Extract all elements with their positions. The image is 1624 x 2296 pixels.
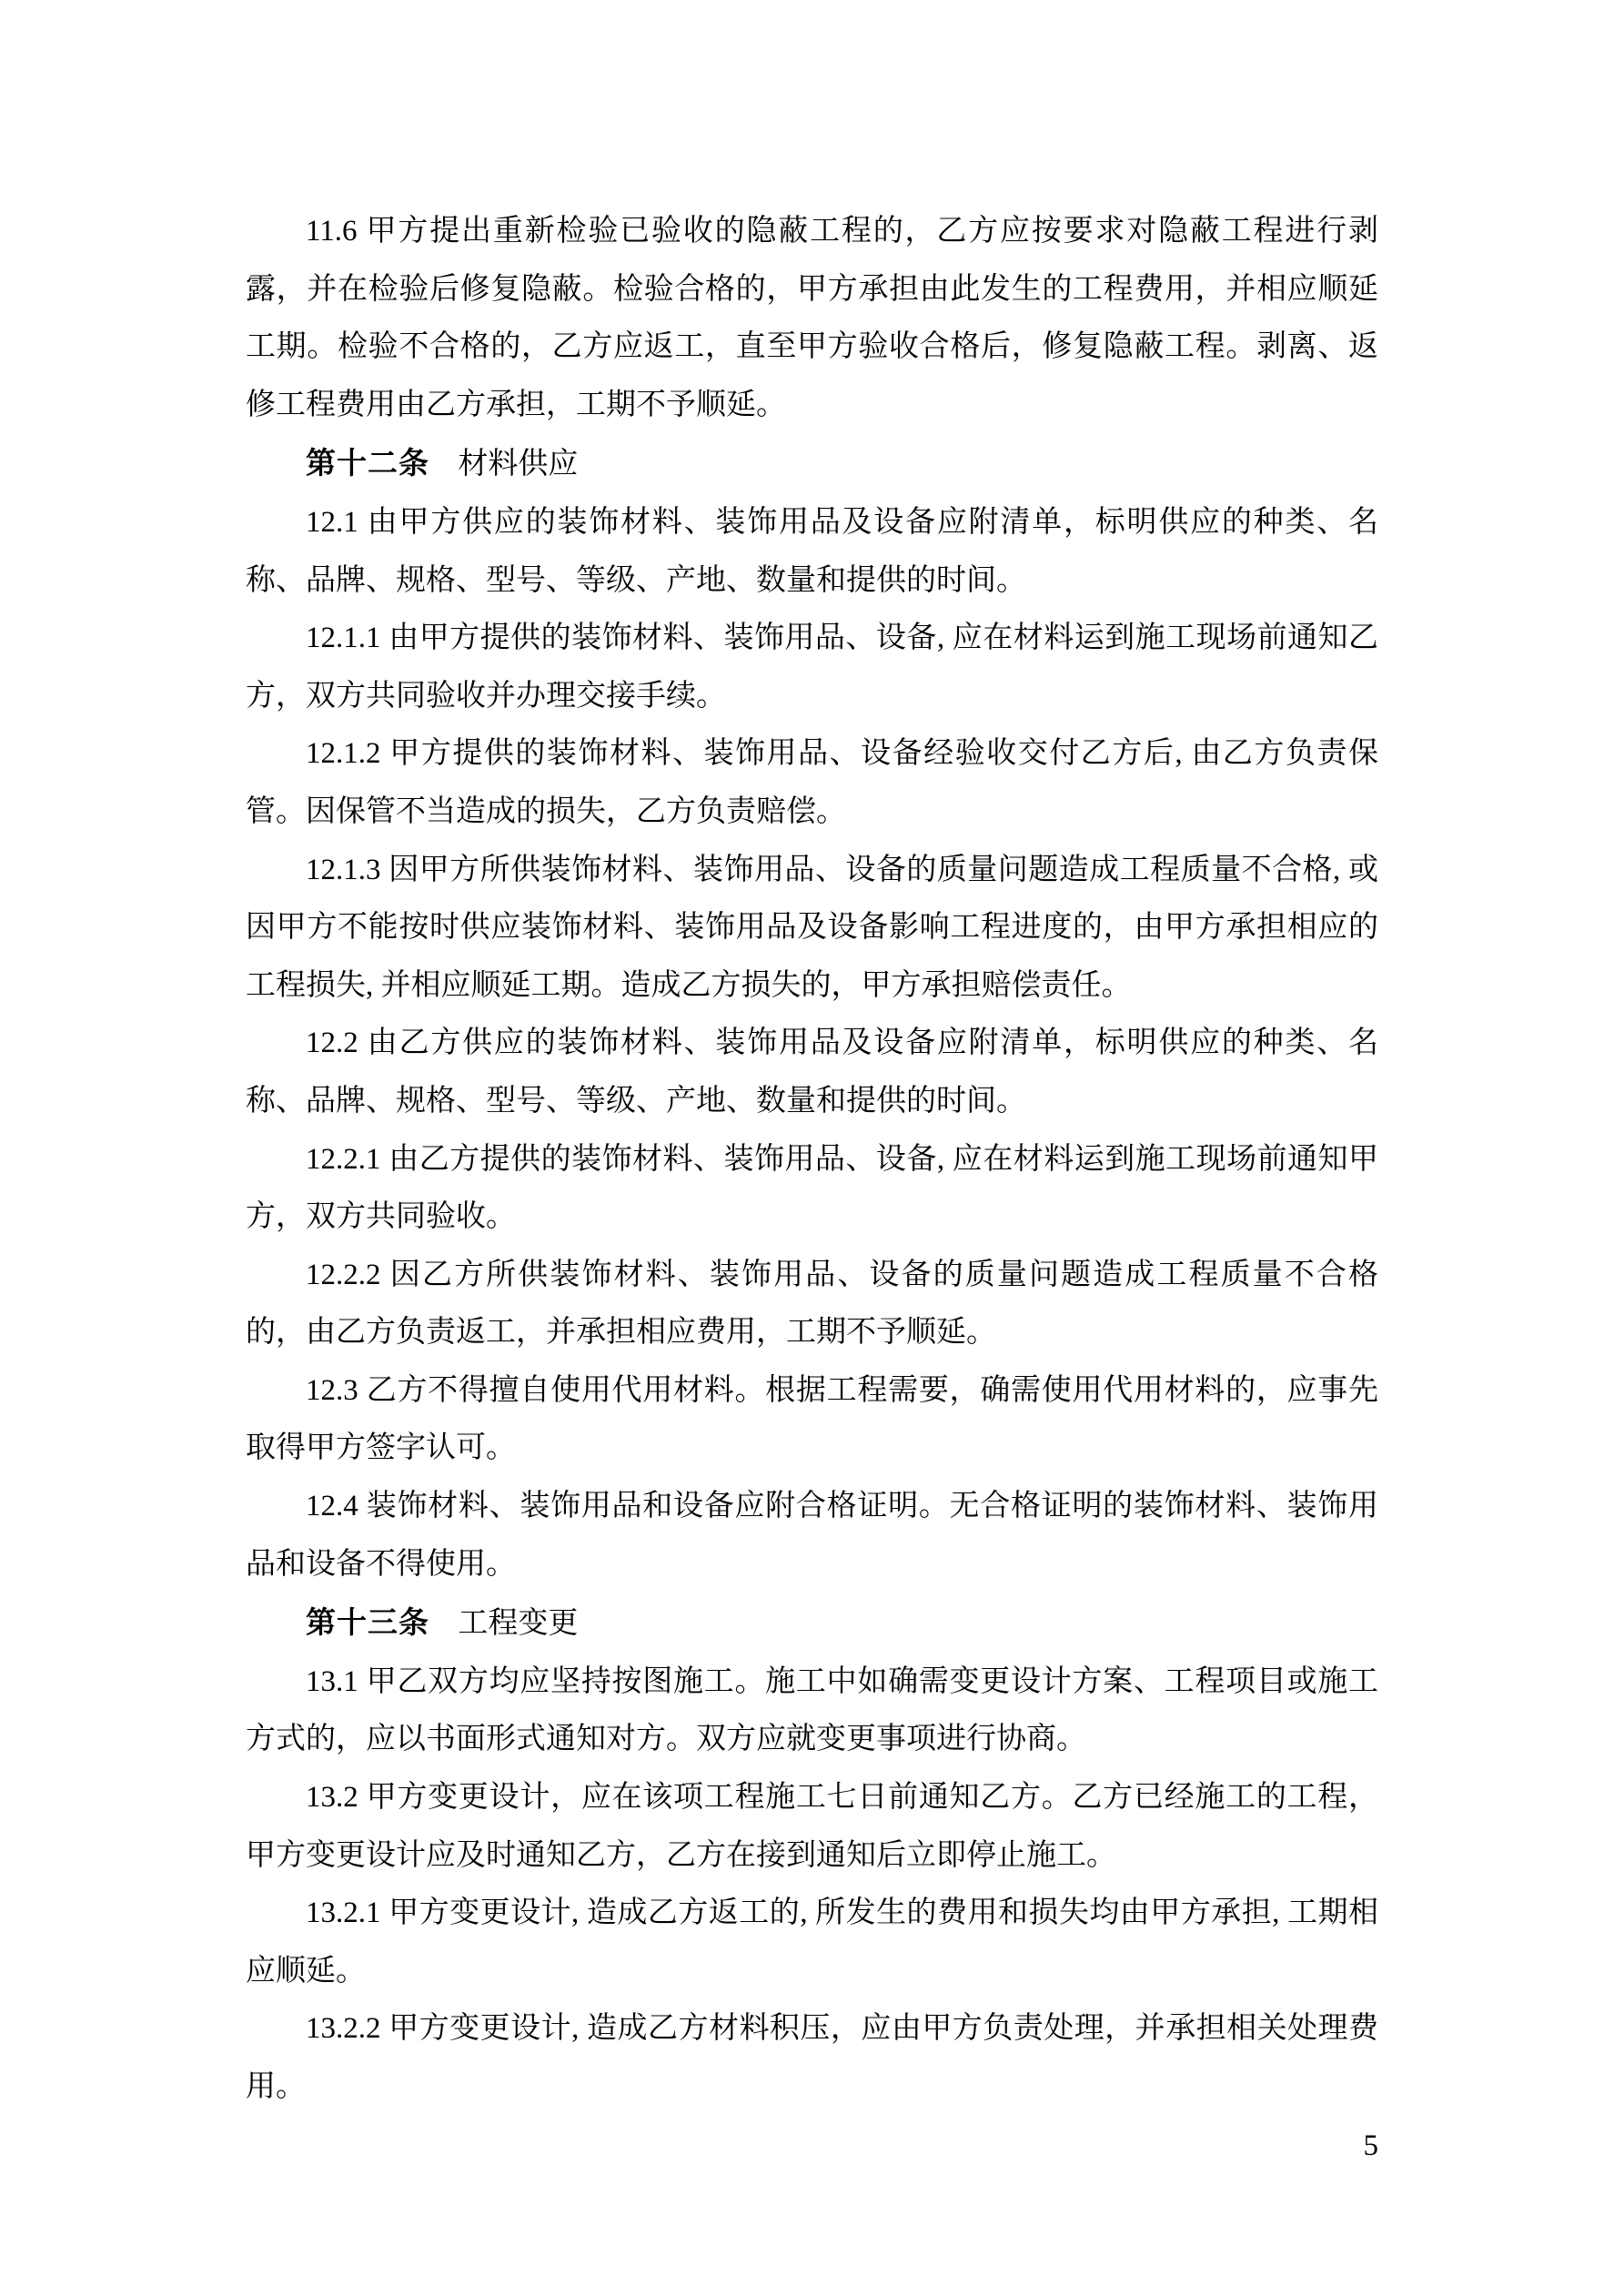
- contract-clause-paragraph: 12.1.1 由甲方提供的装饰材料、装饰用品、设备, 应在材料运到施工现场前通知乙方，双方共同验收并办理交接手续。: [246, 622, 1378, 713]
- contract-clause-paragraph: 12.1.3 因甲方所供装饰材料、装饰用品、设备的质量问题造成工程质量不合格, 或因甲方不能按时供应装饰材料、装饰用品及设备影响工程进度的，由甲方承担相应的工程损失, 并相应顺延工期。造成乙方损失的，甲方承担赔偿责任。: [246, 853, 1378, 1002]
- contract-clause-paragraph: 12.4 装饰材料、装饰用品和设备应附合格证明。无合格证明的装饰材料、装饰用品和设备不得使用。: [246, 1490, 1378, 1581]
- page-number: 5: [1363, 2129, 1378, 2162]
- section-heading-number: 第十二条: [306, 446, 429, 480]
- contract-clause-paragraph: 12.2.1 由乙方提供的装饰材料、装饰用品、设备, 应在材料运到施工现场前通知甲方，双方共同验收。: [246, 1142, 1378, 1234]
- contract-text-block: [246, 203, 1378, 2117]
- contract-clause-paragraph: 13.1 甲乙双方均应坚持按图施工。施工中如确需变更设计方案、工程项目或施工方式的，应以书面形式通知对方。双方应就变更事项进行协商。: [246, 1664, 1378, 1756]
- contract-clause-paragraph: 12.1.2 甲方提供的装饰材料、装饰用品、设备经验收交付乙方后, 由乙方负责保管。因保管不当造成的损失，乙方负责赔偿。: [246, 737, 1378, 828]
- section-heading-title: 工程变更: [458, 1607, 579, 1641]
- section-heading: [246, 434, 1378, 494]
- contract-clause-paragraph: 12.1 由甲方供应的装饰材料、装饰用品及设备应附清单，标明供应的种类、名称、品牌、规格、型号、等级、产地、数量和提供的时间。: [246, 505, 1378, 597]
- contract-clause-paragraph: 11.6 甲方提出重新检验已验收的隐蔽工程的，乙方应按要求对隐蔽工程进行剥露，并在检验后修复隐蔽。检验合格的，甲方承担由此发生的工程费用，并相应顺延工期。检验不合格的，乙方应返工，直至甲方验收合格后，修复隐蔽工程。剥离、返修工程费用由乙方承担，工期不予顺延。: [246, 215, 1378, 421]
- section-heading-title: 材料供应: [458, 448, 579, 481]
- contract-clause-paragraph: 13.2 甲方变更设计，应在该项工程施工七日前通知乙方。乙方已经施工的工程，甲方变更设计应及时通知乙方，乙方在接到通知后立即停止施工。: [246, 1781, 1378, 1872]
- contract-clause-paragraph: 12.2.2 因乙方所供装饰材料、装饰用品、设备的质量问题造成工程质量不合格的，由乙方负责返工，并承担相应费用，工期不予顺延。: [246, 1258, 1378, 1350]
- contract-clause-paragraph: 12.3 乙方不得擅自使用代用材料。根据工程需要，确需使用代用材料的，应事先取得甲方签字认可。: [246, 1373, 1378, 1465]
- contract-clause-paragraph: 12.2 由乙方供应的装饰材料、装饰用品及设备应附清单，标明供应的种类、名称、品牌、规格、型号、等级、产地、数量和提供的时间。: [246, 1027, 1378, 1118]
- contract-clause-paragraph: 13.2.2 甲方变更设计, 造成乙方材料积压，应由甲方负责处理，并承担相关处理费用。: [246, 2012, 1378, 2103]
- contract-clause-paragraph: 13.2.1 甲方变更设计, 造成乙方返工的, 所发生的费用和损失均由甲方承担, 工期相应顺延。: [246, 1896, 1378, 1988]
- section-heading-number: 第十三条: [306, 1605, 429, 1640]
- section-heading: [246, 1593, 1378, 1654]
